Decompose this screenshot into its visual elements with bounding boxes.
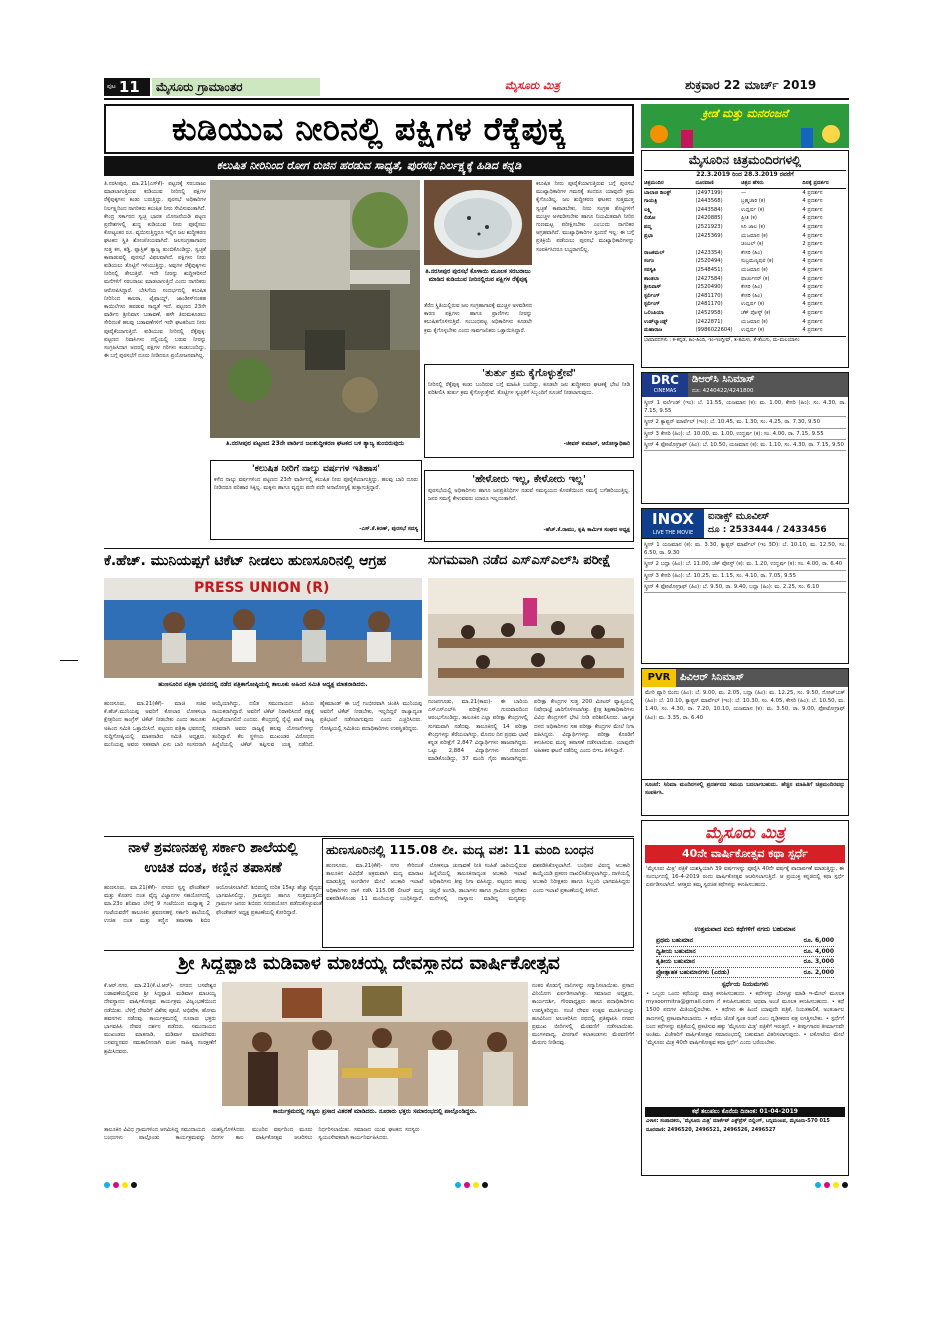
prize-label: ದ್ವಿತೀಯ ಬಹುಮಾನ [656,947,696,955]
drc-logo-sub: CINEMAS [653,388,677,394]
theatre-row [644,240,846,249]
registration-dots-right [815,1182,848,1188]
theatre-film: ಸಿನಿ ಜಾಲ (ಕ) [741,223,766,230]
theatre-shows: 4 ಪ್ರದರ್ಶನ [802,249,823,256]
hello-quote-box [424,470,634,542]
cinema-header-film: ಚಿತ್ರದ ಹೆಸರು [741,180,764,186]
theatre-phone: (2497199) [695,189,723,196]
history-quote-title: 'ಕಲುಷಿತ ನೀರಿಗೆ ನಾಲ್ಕು ವರ್ಷಗಳ ಇತಿಹಾಸ' [251,464,381,474]
theatre-shows: 4 ಪ್ರದರ್ಶನ [802,206,823,213]
inox-screen-row: ಸ್ಕ್ರೀನ್ 3 ಕೇಸರಿ (ಹಿಂ): ಬೆ. 10.25, ಮ. 1.15, ಸಂ. 4.10, ರಾ. 7.05, 9.55 [644,571,846,582]
lead-subhead: ಕಲುಷಿತ ನೀರಿನಿಂದ ರೋಗ ರುಜಿನ ಹರಡುವ ಸಾಧ್ಯತೆ, ಪುರಸಭೆ ನಿರ್ಲಕ್ಷ್ಯಕ್ಕೆ ಹಿಡಿದ ಕನ್ನಡಿ [216,159,522,172]
inox-screen-row: ಸ್ಕ್ರೀನ್ 4 ಫೋಟೋಗ್ರಾಫ್ (ಹಿಂ): ಬೆ. 9.50, ರಾ. 9.40, ಬದ್ಲಾ (ಹಿಂ): ಮ. 2.25, ಸಂ. 6.10 [644,582,846,593]
inox-box [641,508,849,664]
theatre-phone: (2425369) [695,232,723,239]
theatre-shows: 4 ಪ್ರದರ್ಶನ [802,301,823,308]
action-quote-body: ನೀರಿನಲ್ಲಿ ರೆಕ್ಕೆಪುಕ್ಕ ಕಂಡು ಬಂದಿರುವ ಬಗ್ಗೆ ಮಾಹಿತಿ ಬಂದಿದ್ದು, ಕೂಡಲೇ ಜಲ ಶುದ್ಧೀಕರಣ ಘಟಕಕ್ಕೆ ಭೇಟಿ ನೀಡಿ ಪರಿಶೀಲಿಸಿ ತುರ್ತು ಕ್ರಮ ಕೈಗೊಳ್ಳುತ್ತೇವೆ. ತೊಟ್ಟಿಗಳ ಸ್ವಚ್ಛತೆಗೆ ಸಿಬ್ಬಂದಿಗೆ ಸೂಚನೆ ನೀಡಲಾಗುವುದು. [428,382,630,397]
kh-body: ಹುಣಸೂರು, ಮಾ.21(ಕೆಕೆ)- ಮಾಜಿ ಸಚಿವ ಕೆ.ಹೆಚ್.ಮುನಿಯಪ್ಪ ಅವರಿಗೆ ಕೋಲಾರ ಲೋಕಸಭಾ ಕ್ಷೇತ್ರದಿಂದ ಕಾಂಗ್ರೆಸ್ ಟಿಕೆಟ್ ನೀಡಬೇಕು ಎಂದು ತಾಲೂಕು ಅಹಿಂದ ಸಮಿತಿ ಒತ್ತಾಯಿಸಿದೆ. ಪಟ್ಟಣದ ಪತ್ರಿಕಾ ಭವನದಲ್ಲಿ ಸುದ್ದಿಗೋಷ್ಠಿಯಲ್ಲಿ ಮಾತನಾಡಿದ ಸಮಿತಿ ಅಧ್ಯಕ್ಷರು, ಮುನಿಯಪ್ಪ ಅವರು ಸತತವಾಗಿ ಏಳು ಬಾರಿ ಸಂಸದರಾಗಿ ಆಯ್ಕೆಯಾಗಿದ್ದು, ದಲಿತ ಸಮುದಾಯದ ಹಿರಿಯ ನಾಯಕರಾಗಿದ್ದಾರೆ. ಅವರಿಗೆ ಟಿಕೆಟ್ ನಿರಾಕರಿಸಿದರೆ ಪಕ್ಷಕ್ಕೆ ಹಿನ್ನಡೆಯಾಗಲಿದೆ ಎಂದರು. ಕೇಂದ್ರದಲ್ಲಿ ರೈಲ್ವೆ ಖಾತೆ ರಾಜ್ಯ ಸಚಿವರಾಗಿ ಅವರು ರಾಜ್ಯಕ್ಕೆ ಹಲವು ಯೋಜನೆಗಳನ್ನು ತಂದಿದ್ದಾರೆ. ಕೆಲ ಸ್ಥಳೀಯ ಮುಖಂಡರ ವಿರೋಧದ ಹಿನ್ನೆಲೆಯಲ್ಲಿ ಟಿಕೆಟ್ ತಪ್ಪಿಸುವ ಯತ್ನ ನಡೆದಿದೆ. ಹೈಕಮಾಂಡ್ ಈ ಬಗ್ಗೆ ಗಂಭೀರವಾಗಿ ಚಿಂತಿಸಿ ಮುನಿಯಪ್ಪ ಅವರಿಗೆ ಟಿಕೆಟ್ ನೀಡಬೇಕು, ಇಲ್ಲದಿದ್ದರೆ ರಾಜ್ಯಾದ್ಯಂತ ಪ್ರತಿಭಟನೆ ನಡೆಸಲಾಗುವುದು ಎಂದು ಎಚ್ಚರಿಸಿದರು. ಗೋಷ್ಠಿಯಲ್ಲಿ ಸಮಿತಿಯ ಪದಾಧಿಕಾರಿಗಳು ಉಪಸ್ಥಿತರಿದ್ದರು. [104,701,422,749]
theatre-shows: 4 ಪ್ರದರ್ಶನ [802,198,823,205]
temple-body-right: ನಂತರ ಕೊಡುಗೈ ದಾನಿಗಳನ್ನು ಸನ್ಮಾನಿಸಲಾಯಿತು. ಪ್ರಸಾದ ವಿನಿಯೋಗ ಏರ್ಪಡಿಸಲಾಗಿತ್ತು. ಸಮಾಜದ ಅಧ್ಯಕ್ಷರು, ಕಾರ್ಯದರ್ಶಿ, ಗೌರವಾಧ್ಯಕ್ಷರು ಹಾಗೂ ಪದಾಧಿಕಾರಿಗಳು ಉಪಸ್ಥಿತರಿದ್ದರು. ಸಂಜೆ ದೇವರ ಉತ್ಸವ ಮೂರ್ತಿಯನ್ನು ಹೂವಿನಿಂದ ಅಲಂಕರಿಸಿದ ರಥದಲ್ಲಿ ಪ್ರತಿಷ್ಠಾಪಿಸಿ ನಗರದ ಪ್ರಮುಖ ಬೀದಿಗಳಲ್ಲಿ ಮೆರವಣಿಗೆ ನಡೆಸಲಾಯಿತು. ಮಂಗಳವಾದ್ಯ, ವೀರಗಾಸೆ ಕಲಾತಂಡಗಳು ಮೆರವಣಿಗೆಗೆ ಮೆರುಗು ನೀಡಿದವು. [532,983,634,1047]
drainage-photo-caption: ತಿ.ನರಸೀಪುರ ಪಟ್ಟಣದ 23ನೇ ವಾರ್ಡಿನ ಜಲಶುದ್ಧೀಕರಣ ಘಟಕದ ಬಳಿ ತ್ಯಾಜ್ಯ ತುಂಬಿರುವುದು [225,440,404,447]
inox-phone: ದೂ : 2533444 / 2433456 [708,525,827,535]
theatre-name: ಲಿಡೋ [644,215,656,222]
hello-quote-sign: -ಹೆಚ್.ಕೆ.ರಾಮು, ಕೃಷಿ ಕಾರ್ಮಿಕ ಸಂಘದ ಅಧ್ಯಕ್ಷ [543,527,630,533]
paper-name: ಮೈಸೂರು ಮಿತ್ರ [505,79,560,92]
kh-headline: ಕೆ.ಹೆಚ್. ಮುನಿಯಪ್ಪಗೆ ಟಿಕೆಟ್ ನೀಡಲು ಹುಣಸೂರಿನಲ್ಲಿ ಆಗ್ರಹ [104,553,387,569]
theatre-phone: (2452958) [695,309,723,316]
theatre-row [644,214,846,223]
cinema-language-note: ಭಾಷಾಪದಗಳು : ಕ-ಕನ್ನಡ, ಹಿಂ-ಹಿಂದಿ, ಇಂ-ಇಂಗ್ಲೀಷ್, ತ-ತಮಿಳು, ತೆ-ತೆಲುಗು, ಮ-ಮಲಯಾಳಂ [644,336,846,345]
rules-title: ಸ್ಪರ್ಧೆಯ ನಿಯಮಗಳು [721,980,769,988]
prize-row [656,936,834,947]
prize-label: ಪ್ರೋತ್ಸಾಹಕ ಬಹುಮಾನಗಳು (ಎರಡು) [656,968,730,976]
drc-logo-text: DRC [650,373,679,387]
pvr-note: ಸೂಚನೆ: ಸಿನಿಮಾ ಮಂದಿರಗಳಲ್ಲಿ ಪ್ರದರ್ಶನದ ಸಮಯ ಬದಲಾಗಬಹುದು. ಹೆಚ್ಚಿನ ಮಾಹಿತಿಗೆ ಚಿತ್ರಮಂದಿರವನ್ನು ಸಂಪರ್ಕಿಸಿ. [642,779,848,811]
liquor-headline: ಹುಣಸೂರಿನಲ್ಲಿ 115.08 ಲೀ. ಮದ್ಯ ವಶ: 11 ಮಂದಿ ಬಂಧನ [326,842,594,857]
prize-row [656,968,834,979]
theatre-phone: (2423354) [695,249,723,256]
theatre-film: ಉದ್ಘರ್ಷ (ಕ) [741,206,765,213]
sslc-exam-photo [428,578,634,696]
contest-intro: 'ಮೈಸೂರು ಮಿತ್ರ' ಪತ್ರಿಕೆ ಯಶಸ್ವಿಯಾಗಿ 39 ವರ್ಷಗಳನ್ನು ಪೂರೈಸಿ 40ನೇ ವರ್ಷಕ್ಕೆ ಪಾದಾರ್ಪಣೆ ಮಾಡುತ್ತಿದ್ದು, ಈ ಸಂದರ್ಭದಲ್ಲಿ 16-4-2019 ರಂದು ವಾರ್ಷಿಕೋತ್ಸವ ಆಚರಿಸಲಾಗುತ್ತಿದೆ. ಆ ಪ್ರಯುಕ್ತ ಕನ್ನಡದಲ್ಲಿ ಕಥಾ ಸ್ಪರ್ಧೆ ಏರ್ಪಡಿಸಲಾಗಿದೆ. ಆಸಕ್ತರು ತಮ್ಮ ಸ್ವರಚಿತ ಕಥೆಗಳನ್ನು ಕಳುಹಿಸಬಹುದು. [646,866,844,889]
prize-label: ಪ್ರಥಮ ಬಹುಮಾನ [656,937,694,944]
theatre-name: ಪದ್ಮ [644,223,652,230]
pvr-box [641,668,849,816]
theatre-list [644,189,846,335]
inox-header [642,509,848,539]
cinema-header-row [644,179,846,189]
theatre-shows: 4 ಪ್ರದರ್ಶನ [802,223,823,230]
temple-photo-caption: ಕಾರ್ಯಕ್ರಮದಲ್ಲಿ ಗಣ್ಯರು ಪ್ರಸಾದ ವಿತರಣೆ ಮಾಡಿದರು. ನೂರಾರು ಭಕ್ತರು ಸಮಾರಂಭದಲ್ಲಿ ಪಾಲ್ಗೊಂಡಿದ್ದರು. [272,1108,478,1115]
drc-screen-list [642,397,848,452]
water-bowl-image [424,180,532,265]
theatre-row [644,206,846,215]
theatre-film: ಬ್ರಹ್ಮಚಾರಿ (ಕ) [741,198,766,205]
theatre-shows: 4 ಪ್ರದರ್ಶನ [802,309,823,316]
temple-body-bottom: ತಾಲೂಕಿನ ವಿವಿಧ ಗ್ರಾಮಗಳಿಂದ ಆಗಮಿಸಿದ್ದ ಸಮುದಾಯದ ಬಂಧುಗಳು ಪಾಲ್ಗೊಂಡು ಕಾರ್ಯಕ್ರಮವನ್ನು ಯಶಸ್ವಿಗೊಳಿಸಿದರು. ಮುಂದಿನ ವರ್ಷದಿಂದ ಮೂರು ದಿನಗಳ ಕಾಲ ವಾರ್ಷಿಕೋತ್ಸವ ಆಚರಿಸಲು ನಿರ್ಧರಿಸಲಾಯಿತು. ಸಮಾಜದ ಯುವ ಘಟಕದ ಸದಸ್ಯರು ಸ್ವಯಂಸೇವಕರಾಗಿ ಕಾರ್ಯನಿರ್ವಹಿಸಿದರು. [104,1127,420,1142]
pvr-header [642,669,848,687]
drc-screen-row: ಸ್ಕ್ರೀನ್ 3 ಕೇಸರಿ (ಹಿಂ): ಬೆ. 10.00, ಮ. 1.00, ಉದ್ಘರ್ಷ (ಕ): ಸಂ. 4.00, ರಾ. 7.15, 9.55 [644,429,846,440]
kh-banner-text: PRESS UNION (R) [194,580,330,596]
prize-amount: ರೂ. 3,000 [803,958,834,965]
theatre-name: ಒಲಿಂಪಿಯಾ [644,309,664,316]
theatre-row [644,197,846,206]
drc-title-bar [688,373,848,397]
school-headline-line1: ನಾಳೆ ಶ್ರವಣನಹಳ್ಳಿ ಸರ್ಕಾರಿ ಶಾಲೆಯಲ್ಲಿ [128,840,298,856]
theatre-shows: 4 ಪ್ರದರ್ಶನ [802,292,823,299]
mid-rule [104,836,634,837]
theatre-row [644,283,846,292]
water-bowl-photo [424,180,532,265]
theatre-film: — [741,189,747,196]
inox-title: ಐನಾಕ್ಸ್ ಮೂವೀಸ್ [708,511,770,522]
cinema-header-theatre: ಚಿತ್ರಮಂದಿರ [644,180,664,186]
theatre-row [644,266,846,275]
theatre-phone: (2521923) [695,223,723,230]
masthead-rule [104,98,849,100]
sports-banner-title: ಕ್ರೀಡೆ ಮತ್ತು ಮನರಂಜನೆ [702,107,788,120]
theatre-phone: (2481170) [695,292,723,299]
history-quote-box [210,460,422,540]
temple-photo-image [222,982,528,1106]
kh-photo-caption: ಹುಣಸೂರಿನ ಪತ್ರಿಕಾ ಭವನದಲ್ಲಿ ನಡೆದ ಪತ್ರಿಕಾಗೋಷ್ಠಿಯಲ್ಲಿ ತಾಲೂಕು ಅಹಿಂದ ಸಮಿತಿ ಅಧ್ಯಕ್ಷ ಮಾತನಾಡಿದರು. [158,681,368,688]
cinema-listing-box [641,150,849,368]
theatre-shows: 4 ಪ್ರದರ್ಶನ [802,258,823,265]
contest-phones: ದೂರವಾಣಿ: 2496520, 2496521, 2496526, 2496527 [646,1126,776,1133]
contest-logo: ಮೈಸೂರು ಮಿತ್ರ [705,823,785,842]
page-tag-label: ಪುಟ [107,83,116,90]
theatre-phone: (2548451) [695,266,723,273]
theatre-name: ಸಂಗಂ [644,258,655,265]
hello-quote-body: ಪುರಸಭೆಯಲ್ಲಿ ಅಧಿಕಾರಿಗಳು ಹಾಗೂ ಜನಪ್ರತಿನಿಧಿಗಳ ನಡುವೆ ಸಮನ್ವಯದ ಕೊರತೆಯಿಂದ ಸಮಸ್ಯೆ ಬಗೆಹರಿಯುತ್ತಿಲ್ಲ. ಜನರ ಸಮಸ್ಯೆ ಕೇಳುವವರು ಯಾರೂ ಇಲ್ಲದಂತಾಗಿದೆ. [428,488,630,503]
theatre-film: ಉದ್ಘರ್ಷ (ಕ) [741,327,765,334]
lead-body-col1: ತಿ.ನರಸೀಪುರ, ಮಾ.21(ಎಸ್‌ಕೆ)- ಪಟ್ಟಣಕ್ಕೆ ಸರಬರಾಜು ಮಾಡಲಾಗುತ್ತಿರುವ ಕುಡಿಯುವ ನೀರಿನಲ್ಲಿ ಪಕ್ಷಿಗಳ ರೆಕ್ಕೆಪುಕ್ಕಗಳು ಕಂಡು ಬರುತ್ತಿದ್ದು, ಪುರಸಭೆ ಅಧಿಕಾರಿಗಳ ನಿರ್ಲಕ್ಷ್ಯದಿಂದ ನಾಗರಿಕರು ಕಲುಷಿತ ನೀರು ಸೇವಿಸುವಂತಾಗಿದೆ. ಕೇಂದ್ರ ಸರ್ಕಾರದ ಸ್ವಚ್ಛ ಭಾರತ ಯೋಜನೆಯಡಿ ಪಟ್ಟಣ ಪ್ರದೇಶಗಳಲ್ಲಿ ಶುದ್ಧ ಕುಡಿಯುವ ನೀರು ಪೂರೈಸಲು ಕೋಟ್ಯಂತರ ರೂ. ವ್ಯಯಿಸುತ್ತಿದ್ದರೂ ಇಲ್ಲಿನ ಜಲ ಶುದ್ಧೀಕರಣ ಘಟಕದ ಸ್ಥಿತಿ ಶೋಚನೀಯವಾಗಿದೆ. ಜಲಸಂಗ್ರಹಾಗಾರದ ಸುತ್ತ ಕಸ, ಕಡ್ಡಿ, ಪ್ಲಾಸ್ಟಿಕ್ ತ್ಯಾಜ್ಯ ತುಂಬಿಕೊಂಡಿದ್ದು, ಸ್ವಚ್ಛತೆ ಕಾಪಾಡುವಲ್ಲಿ ಪುರಸಭೆ ವಿಫಲವಾಗಿದೆ. ಪಕ್ಷಿಗಳು ನೀರು ಕುಡಿಯಲು ತೊಟ್ಟಿಗೆ ಇಳಿಯುತ್ತಿದ್ದು, ಅವುಗಳ ರೆಕ್ಕೆಪುಕ್ಕಗಳು ನೀರಿನಲ್ಲಿ ತೇಲುತ್ತಿವೆ. ಇದೇ ನೀರನ್ನು ಶುದ್ಧೀಕರಿಸದೆ ಮನೆಗಳಿಗೆ ಸರಬರಾಜು ಮಾಡಲಾಗುತ್ತಿದೆ ಎಂದು ನಾಗರಿಕರು ಆರೋಪಿಸಿದ್ದಾರೆ. ಬೇಸಿಗೆಯ ಸಂದರ್ಭದಲ್ಲಿ ಕಲುಷಿತ ನೀರಿನಿಂದ ಕಾಲರಾ, ಟೈಫಾಯ್ಡ್, ಜಾಂಡೀಸ್‌ನಂತಹ ಕಾಯಿಲೆಗಳು ಹರಡುವ ಸಾಧ್ಯತೆ ಇದೆ. ಪಟ್ಟಣದ 23ನೇ ವಾರ್ಡಿನ ಶ್ರೀನಿವಾಸ ಬಡಾವಣೆ, ಹಳೇ ತಿರುಮಕೂಡಲು ಸೇರಿದಂತೆ ಹಲವು ಬಡಾವಣೆಗಳಿಗೆ ಇದೇ ಘಟಕದಿಂದ ನೀರು ಪೂರೈಕೆಯಾಗುತ್ತಿದೆ. ಕುಡಿಯುವ ನೀರಿನಲ್ಲಿ ರೆಕ್ಕೆಪುಕ್ಕ: ಪಟ್ಟಣದ ನಿವಾಸಿಗಳು ನಲ್ಲಿಯಲ್ಲಿ ಬರುವ ನೀರನ್ನು ಸಂಗ್ರಹಿಸಿದಾಗ ಅದರಲ್ಲಿ ಪಕ್ಷಿಗಳ ಗರಿಗಳು ಕಂಡುಬಂದಿದ್ದು, ಈ ಬಗ್ಗೆ ಪುರಸಭೆಗೆ ದೂರು ನೀಡಿದರೂ ಪ್ರಯೋಜನವಾಗಿಲ್ಲ. [104,181,206,360]
inox-screen-list [642,539,848,594]
temple-headline: ಶ್ರೀ ಸಿದ್ದಪ್ಪಾಜಿ ಮಡಿವಾಳ ಮಾಚಯ್ಯ ದೇವಸ್ಥಾನದ ವಾರ್ಷಿಕೋತ್ಸವ [178,953,560,974]
theatre-shows: 4 ಪ್ರದರ್ಶನ [802,215,823,222]
registration-dots-center [455,1182,488,1188]
theatre-phone: (2520494) [695,258,723,265]
pvr-logo: PVR [642,669,676,687]
water-bowl-caption: ತಿ.ನರಸೀಪುರ ಪುರಸಭೆ ಕೊಳಾಯಿ ಮೂಲಕ ಸರಬರಾಜು ಮಾಡಿದ ಕುಡಿಯುವ ನೀರಿನಲ್ಲಿರುವ ಪಕ್ಷಿಗಳ ರೆಕ್ಕೆಪುಕ್ಕ [425,268,531,283]
inox-screen-row: ಸ್ಕ್ರೀನ್ 1 ಯಜಮಾನ (ಕ): ಮ. 3.30, ಕ್ಯಾಪ್ಟನ್ ಮಾರ್ವೆಲ್ (ಇಂ 3D): ಬೆ. 10.10, ಮ. 12.50, ಸಂ. 6.50, ರಾ. 9.30 [644,540,846,559]
section-label [152,78,320,96]
drc-phone: ದೂ: 4240422/4241800 [692,388,754,394]
theatre-film: ಪ್ರೀತಿ (ಕ) [741,215,757,222]
theatre-film: ಯಜಮಾನ (ಕ) [741,318,768,325]
sports-banner [641,104,849,148]
lead-bottom-rule [104,548,634,549]
inox-screen-row: ಸ್ಕ್ರೀನ್ 2 ಬದ್ಲಾ (ಹಿಂ): ಬೆ. 11.00, ಚೆಕ್ ಪೋಸ್ಟ್ (ಕ): ಮ. 1.20, ಉದ್ಘರ್ಷ (ಕ): ಸಂ. 4.00, ರಾ. 6.40 [644,559,846,570]
liquor-story-box [322,838,634,948]
theatre-phone: (2427584) [695,275,723,282]
theatre-name: ಸರಸ್ವತಿ [644,266,656,273]
school-body: ಹುಣಸೂರು, ಮಾ.21(ಕೆಕೆ)- ನಗರದ ಸ್ವಸ್ಥ ಫೌಂಡೇಶನ್ ಮತ್ತು ಕೊಡಗು ದಂತ ವೈದ್ಯ ವಿಜ್ಞಾನಗಳ ಸಹಯೋಗದಲ್ಲಿ ಮಾ.23ರ ಶನಿವಾರ ಬೆಳಿಗ್ಗೆ 9 ಗಂಟೆಯಿಂದ ಮಧ್ಯಾಹ್ನ 2 ಗಂಟೆಯವರೆಗೆ ತಾಲೂಕಿನ ಶ್ರವಣನಹಳ್ಳಿ ಸರ್ಕಾರಿ ಶಾಲೆಯಲ್ಲಿ ಉಚಿತ ದಂತ ಮತ್ತು ಕಣ್ಣಿನ ತಪಾಸಣಾ ಶಿಬಿರ ಆಯೋಜಿಸಲಾಗಿದೆ. ಶಿಬಿರದಲ್ಲಿ ನುರಿತ 15ಕ್ಕೂ ಹೆಚ್ಚು ವೈದ್ಯರು ಭಾಗವಹಿಸಲಿದ್ದು, ಗ್ರಾಮಸ್ಥರು ಹಾಗೂ ಸುತ್ತಮುತ್ತಲಿನ ಗ್ರಾಮಗಳ ಜನರು ಶಿಬಿರದ ಸದುಪಯೋಗ ಪಡೆದುಕೊಳ್ಳುವಂತೆ ಫೌಂಡೇಶನ್ ಅಧ್ಯಕ್ಷ ಪ್ರಕಟಣೆಯಲ್ಲಿ ಕೋರಿದ್ದಾರೆ. [104,885,322,924]
issue-date: ಶುಕ್ರವಾರ 22 ಮಾರ್ಚ್ 2019 [685,78,817,92]
inox-title-area [704,509,848,538]
theatre-film: ಚಂಬಲ್ (ಕ) [741,241,764,248]
theatre-phone: (2443584) [695,206,723,213]
theatre-row [644,223,846,232]
prize-row [656,957,834,968]
theatre-phone: (2443568) [695,198,723,205]
theatre-film: ಫಾರ್ಚುನರ್ (ಕ) [741,275,770,282]
drc-header [642,373,848,397]
theatre-shows: 4 ಪ್ರದರ್ಶನ [802,318,823,325]
theatre-name: ಸ್ಟರ್ಲಿಂಗ್ [644,292,660,299]
theatre-name [644,240,695,249]
theatre-film: ಉದ್ಘರ್ಷ (ಕ) [741,301,765,308]
theatre-name: ಪ್ರಭಾ [644,232,653,239]
history-quote-sign: -ಎಸ್.ಕೆ.ಕಿರಣ್, ಪುರಸಭೆ ಸದಸ್ಯ [359,526,418,532]
theatre-name: ಶಾಂತಲಾ [644,275,659,282]
cinema-header-shows: ದಿನಕ್ಕೆ ಪ್ರದರ್ಶನ [802,180,829,186]
theatre-film: ಚೆಕ್ ಪೋಸ್ಟ್ (ಕ) [741,309,771,316]
theatre-row [644,249,846,258]
theatre-name: ಮಹಾರಾಜ [644,327,663,334]
theatre-phone [695,240,741,249]
page-number: 11 [118,78,140,96]
crop-mark [60,660,78,661]
drainage-photo-image [210,180,420,438]
cinema-title: ಮೈಸೂರಿನ ಚಿತ್ರಮಂದಿರಗಳಲ್ಲಿ [644,153,846,171]
section-title: ಮೈಸೂರು ಗ್ರಾಮಾಂತರ [156,79,243,94]
prize-label: ತೃತೀಯ ಬಹುಮಾನ [656,958,695,965]
theatre-row [644,326,846,335]
action-quote-title: 'ತುರ್ತು ಕ್ರಮ ಕೈಗೊಳ್ಳುತ್ತೇವೆ' [482,368,576,379]
drc-screen-row: ಸ್ಕ್ರೀನ್ 4 ಫೋಟೋಗ್ರಾಫ್ (ಹಿಂ): ಬೆ. 10.50, ಯಜಮಾನ (ಕ): ಮ. 1.10, ಸಂ. 4.30, ರಾ. 7.15, 9.50 [644,440,846,451]
theatre-film: ಕೇಸರಿ (ಹಿಂ) [741,292,763,299]
page-tag-box [104,78,150,96]
cinema-dates: 22.3.2019 ರಿಂದ 28.3.2019 ರವರೆಗೆ [696,171,794,178]
lead-body-col3: ತೆರೆದ ಸ್ಥಿತಿಯಲ್ಲಿರುವ ಜಲ ಸಂಗ್ರಹಾಗಾರಕ್ಕೆ ಮುಚ್ಚಳ ಅಳವಡಿಸದ ಕಾರಣ ಪಕ್ಷಿಗಳು ಹಾಗೂ ಪ್ರಾಣಿಗಳು ನೀರನ್ನು ಕಲುಷಿತಗೊಳಿಸುತ್ತಿವೆ. ಸಂಬಂಧಪಟ್ಟ ಅಧಿಕಾರಿಗಳು ಕೂಡಲೇ ಕ್ರಮ ಕೈಗೊಳ್ಳಬೇಕು ಎಂದು ಸಾರ್ವಜನಿಕರು ಒತ್ತಾಯಿಸಿದ್ದಾರೆ. [424,303,532,334]
theatre-row [644,189,846,198]
school-headline-line2: ಉಚಿತ ದಂತ, ಕಣ್ಣಿನ ತಪಾಸಣೆ [144,860,282,876]
prize-list [656,936,834,978]
lead-body-col4: ಕಲುಷಿತ ನೀರು ಪೂರೈಕೆಯಾಗುತ್ತಿರುವ ಬಗ್ಗೆ ಪುರಸಭೆ ಮುಖ್ಯಾಧಿಕಾರಿಗಳ ಗಮನಕ್ಕೆ ತಂದರೂ ಯಾವುದೇ ಕ್ರಮ ಕೈಗೊಂಡಿಲ್ಲ. ಜಲ ಶುದ್ಧೀಕರಣ ಘಟಕದ ಸುತ್ತಮುತ್ತ ಸ್ವಚ್ಛತೆ ಕಾಪಾಡಬೇಕು, ನೀರು ಸಂಗ್ರಹ ತೊಟ್ಟಿಗಳಿಗೆ ಮುಚ್ಚಳ ಅಳವಡಿಸಬೇಕು ಹಾಗೂ ನಿಯಮಿತವಾಗಿ ನೀರಿನ ಗುಣಮಟ್ಟ ಪರೀಕ್ಷಿಸಬೇಕು ಎಂಬುದು ನಾಗರಿಕರ ಆಗ್ರಹವಾಗಿದೆ. ಮುಖ್ಯಾಧಿಕಾರಿಗಳ ಸ್ಪಂದನೆ ಇಲ್ಲ: ಈ ಬಗ್ಗೆ ಪ್ರತಿಕ್ರಿಯೆ ಪಡೆಯಲು ಪುರಸಭೆ ಮುಖ್ಯಾಧಿಕಾರಿಗಳನ್ನು ಸಂಪರ್ಕಿಸಿದರೂ ಲಭ್ಯರಾಗಲಿಲ್ಲ. [536,181,634,253]
theatre-name: ಶ್ರೀನಿವಾಸ್ [644,284,662,291]
inox-logo [642,509,704,538]
theatre-row [644,232,846,241]
prize-amount: ರೂ. 2,000 [803,968,834,976]
theatre-shows: 4 ಪ್ರದರ್ಶನ [802,275,823,282]
inox-logo-text: INOX [652,510,694,528]
drainage-photo [210,180,420,438]
contest-title: 40ನೇ ವಾರ್ಷಿಕೋತ್ಸವ ಕಥಾ ಸ್ಪರ್ಧೆ [645,845,845,863]
pvr-title: ಪಿವಿಆರ್ ಸಿನಿಮಾಸ್ [680,672,744,683]
hello-quote-title: 'ಹೇಳೋರು ಇಲ್ಲ, ಕೇಳೋರು ಇಲ್ಲ' [472,474,586,485]
prize-title: ಉತ್ತಮವಾದ ಐದು ಕಥೆಗಳಿಗೆ ನಗದು ಬಹುಮಾನ [694,925,796,933]
kh-press-photo [104,578,422,678]
theatre-shows: 4 ಪ್ರದರ್ಶನ [802,284,823,291]
registration-dots-left [104,1182,137,1188]
pvr-showtimes: ಮೇರಿ ಪ್ಯಾರಿ ಬಿಂದು (ಹಿಂ): ಬೆ. 9.00, ಮ. 2.05, ಬದ್ಲಾ (ಹಿಂ): ಮ. 12.25, ಸಂ. 9.50, ನೋಟ್‌ಬುಕ್ (ಹಿಂ): ಬೆ. 10.10, ಕ್ಯಾಪ್ಟನ್ ಮಾರ್ವೆಲ್ (ಇಂ): ಬೆ. 10.30, ಸಂ. 4.05, ಕೇಸರಿ (ಹಿಂ): ಬೆ. 10.50, ಮ. 1.40, ಸಂ. 4.30, ರಾ. 7.20, 10.10, ಯಜಮಾನ (ಕ): ಮ. 3.50, ರಾ. 9.00, ಫೋಟೋಗ್ರಾಫ್ (ಹಿಂ): ಮ. 3.35, ರಾ. 6.40 [645,690,845,721]
drc-box [641,372,849,504]
theatre-phone: (2520490) [695,284,723,291]
inox-logo-sub: LIVE THE MOVIE [652,530,694,536]
history-quote-body: ಕಳೆದ ನಾಲ್ಕು ವರ್ಷಗಳಿಂದ ಪಟ್ಟಣದ 23ನೇ ವಾರ್ಡಿನಲ್ಲಿ ಕಲುಷಿತ ನೀರು ಪೂರೈಕೆಯಾಗುತ್ತಿದ್ದು, ಹಲವು ಬಾರಿ ದೂರು ನೀಡಿದರೂ ಪರಿಹಾರ ಸಿಕ್ಕಿಲ್ಲ. ಮಕ್ಕಳು ಹಾಗೂ ವೃದ್ಧರು ಪದೇ ಪದೇ ಅನಾರೋಗ್ಯಕ್ಕೆ ತುತ್ತಾಗುತ್ತಿದ್ದಾರೆ. [214,477,418,492]
prize-amount: ರೂ. 6,000 [803,937,834,944]
theatre-shows: 4 ಪ್ರದರ್ಶನ [802,327,823,334]
theatre-row [644,257,846,266]
theatre-name: ಸ್ಟರ್ಲಿಂಗ್ [644,301,660,308]
theatre-name: ಬಾಲಾಜಿ ಡಿಲಕ್ಸ್ [644,189,672,196]
lead-headline-box [104,104,634,154]
prize-row [656,947,834,958]
theatre-film: ಕೇಸರಿ (ಹಿಂ) [741,284,763,291]
liquor-body: ಹುಣಸೂರು, ಮಾ.21(ಕೆಕೆ)- ನಗರ ಸೇರಿದಂತೆ ತಾಲೂಕಿನ ವಿವಿಧೆಡೆ ಅಕ್ರಮವಾಗಿ ಮದ್ಯ ಮಾರಾಟ ಮಾಡುತ್ತಿದ್ದ ಅಂಗಡಿಗಳ ಮೇಲೆ ಅಬಕಾರಿ ಇಲಾಖೆ ಅಧಿಕಾರಿಗಳು ದಾಳಿ ನಡೆಸಿ 115.08 ಲೀಟರ್ ಮದ್ಯ ವಶಪಡಿಸಿಕೊಂಡು 11 ಮಂದಿಯನ್ನು ಬಂಧಿಸಿದ್ದಾರೆ. ಲೋಕಸಭಾ ಚುನಾವಣೆ ನೀತಿ ಸಂಹಿತೆ ಜಾರಿಯಲ್ಲಿರುವ ಹಿನ್ನೆಲೆಯಲ್ಲಿ ತಾಲೂಕಿನಾದ್ಯಂತ ಅಬಕಾರಿ ಇಲಾಖೆ ಅಧಿಕಾರಿಗಳು ತೀವ್ರ ನಿಗಾ ವಹಿಸಿದ್ದು, ಪಟ್ಟಣದ ಹಲವು ಚಿಲ್ಲರೆ ಅಂಗಡಿ, ಡಾಬಾಗಳು ಹಾಗೂ ಗ್ರಾಮೀಣ ಪ್ರದೇಶದ ಮನೆಗಳಲ್ಲಿ ದಾಸ್ತಾನು ಮಾಡಿದ್ದ ಮದ್ಯವನ್ನು ವಶಪಡಿಸಿಕೊಳ್ಳಲಾಗಿದೆ. ಬಂಧಿತರ ವಿರುದ್ಧ ಅಬಕಾರಿ ಕಾಯ್ದೆಯಡಿ ಪ್ರಕರಣ ದಾಖಲಿಸಿಕೊಳ್ಳಲಾಗಿದ್ದು, ದಾಳಿಯಲ್ಲಿ ಅಬಕಾರಿ ನಿರೀಕ್ಷಕರು ಹಾಗೂ ಸಿಬ್ಬಂದಿ ಭಾಗವಹಿಸಿದ್ದರು ಎಂದು ಇಲಾಖೆ ಪ್ರಕಟಣೆಯಲ್ಲಿ ತಿಳಿಸಿದೆ. [326,863,630,902]
theatre-row [644,292,846,301]
theatre-shows: 2 ಪ್ರದರ್ಶನ [802,241,823,248]
theatre-shows: 4 ಪ್ರದರ್ಶನ [802,266,823,273]
deadline: ಕಥೆ ತಲುಪಲು ಕೊನೆಯ ದಿನಾಂಕ: 01-04-2019 [645,1107,845,1117]
contest-address: ವಿಳಾಸ: ಸಂಪಾದಕರು, 'ಮೈಸೂರು ಮಿತ್ರ' ಮಾರ್ಕೆಟ್ ಎಕ್ಸ್‌ಪ್ರೆಸ್ ಬಿಲ್ಡಿಂಗ್, ಬನ್ನಿಮಂಟಪ, ಮೈಸೂರು-570 015 [646,1118,830,1124]
theatre-shows: 4 ಪ್ರದರ್ಶನ [802,189,823,196]
theatre-film: ಯಜಮಾನ (ಕ) [741,266,768,273]
theatre-shows: 4 ಪ್ರದರ್ಶನ [802,232,823,239]
theatre-name: ಉಡ್‌ಲ್ಯಾಂಡ್ಸ್ [644,318,668,325]
theatre-row [644,300,846,309]
lead-headline: ಕುಡಿಯುವ ನೀರಿನಲ್ಲಿ ಪಕ್ಷಿಗಳ ರೆಕ್ಕೆಪುಕ್ಕ [171,109,567,148]
theatre-film: ಯಜಮಾನ (ಕ) [741,232,768,239]
theatre-film: ಸುಬ್ರಮಣ್ಯಪುರ (ಕ) [741,258,774,265]
theatre-name: ರಾಜಕಮಲ್ [644,249,665,256]
lead-subhead-bar [104,156,634,176]
theatre-row [644,309,846,318]
sslc-body: ನಂಜನಗೂಡು, ಮಾ.21(ಕಾರು)- ಈ ಬಾರಿಯ ಎಸ್‌ಎಸ್‌ಎಲ್‌ಸಿ ಪರೀಕ್ಷೆಗಳು ಗುರುವಾರದಿಂದ ಆರಂಭಗೊಂಡಿದ್ದು, ತಾಲೂಕಿನ ಎಲ್ಲಾ ಪರೀಕ್ಷಾ ಕೇಂದ್ರಗಳಲ್ಲಿ ಸುಗಮವಾಗಿ ನಡೆದವು. ತಾಲೂಕಿನಲ್ಲಿ 14 ಪರೀಕ್ಷಾ ಕೇಂದ್ರಗಳನ್ನು ತೆರೆಯಲಾಗಿದ್ದು, ಮೊದಲ ದಿನ ಪ್ರಥಮ ಭಾಷೆ ಕನ್ನಡ ಪರೀಕ್ಷೆಗೆ 2,847 ವಿದ್ಯಾರ್ಥಿಗಳು ಹಾಜರಾಗಿದ್ದರು. ಒಟ್ಟು 2,884 ವಿದ್ಯಾರ್ಥಿಗಳು ನೋಂದಣಿ ಮಾಡಿಕೊಂಡಿದ್ದು, 37 ಮಂದಿ ಗೈರು ಹಾಜರಾಗಿದ್ದರು. ಪರೀಕ್ಷಾ ಕೇಂದ್ರಗಳ ಸುತ್ತ 200 ಮೀಟರ್ ವ್ಯಾಪ್ತಿಯಲ್ಲಿ ನಿಷೇಧಾಜ್ಞೆ ಜಾರಿಗೊಳಿಸಲಾಗಿತ್ತು. ಕ್ಷೇತ್ರ ಶಿಕ್ಷಣಾಧಿಕಾರಿಗಳು ವಿವಿಧ ಕೇಂದ್ರಗಳಿಗೆ ಭೇಟಿ ನೀಡಿ ಪರಿಶೀಲಿಸಿದರು. ಜಾಗೃತ ದಳದ ಅಧಿಕಾರಿಗಳು ಸಹ ಪರೀಕ್ಷಾ ಕೇಂದ್ರಗಳ ಮೇಲೆ ನಿಗಾ ವಹಿಸಿದ್ದರು. ವಿದ್ಯಾರ್ಥಿಗಳನ್ನು ಪರೀಕ್ಷಾ ಕೊಠಡಿಗೆ ಕಳುಹಿಸುವ ಮುನ್ನ ತಪಾಸಣೆ ನಡೆಸಲಾಯಿತು. ಯಾವುದೇ ಅಹಿತಕರ ಘಟನೆ ನಡೆದಿಲ್ಲ ಎಂದು ಬಿಇಒ ತಿಳಿಸಿದ್ದಾರೆ. [428,699,634,763]
theatre-name: ಗಾಯತ್ರಿ [644,198,658,205]
theatre-name: ಲಕ್ಷ್ಮಿ [644,206,652,213]
theatre-film: ಕೇಸರಿ (ಹಿಂ) [741,249,763,256]
sslc-headline: ಸುಗಮವಾಗಿ ನಡೆದ ಎಸ್‌ಎಸ್‌ಎಲ್‌ಸಿ ಪರೀಕ್ಷೆ [428,553,611,568]
cinema-header-phone: ದೂರವಾಣಿ [695,180,714,186]
drc-logo [642,373,688,397]
temple-top-rule [104,950,634,951]
theatre-phone: (2481170) [695,301,723,308]
story-contest-box [641,820,849,1176]
theatre-phone: (9986022604) [695,327,733,334]
drc-screen-row: ಸ್ಕ್ರೀನ್ 2 ಕ್ಯಾಪ್ಟನ್ ಮಾರ್ವೆಲ್ (ಇಂ): ಬೆ. 10.45, ಮ. 1.30, ಸಂ. 4.25, ರಾ. 7.30, 9.50 [644,417,846,428]
theatre-row [644,318,846,327]
theatre-phone: (2420885) [695,215,723,222]
rules-text: • ಒಬ್ಬರು ಒಂದು ಕಥೆಯನ್ನು ಮಾತ್ರ ಕಳುಹಿಸಬಹುದು. • ಕಥೆಗಳನ್ನು ಬೆರಳಚ್ಚು ಮಾಡಿ ಇ-ಮೇಲ್ ಮೂಲಕ mysoormitra@gmail.com ಗೆ ಕಳುಹಿಸಬಹುದು ಅಥವಾ ಅಂಚೆ ಮೂಲಕ ಕಳುಹಿಸಬಹುದು. • ಕಥೆ 1500 ಪದಗಳ ಮಿತಿಯಲ್ಲಿರಬೇಕು. • ಕಥೆಗಳು ಈ ಹಿಂದೆ ಯಾವುದೇ ಪತ್ರಿಕೆ, ನಿಯತಕಾಲಿಕೆ, ಅಂತರ್ಜಾಲ ತಾಣಗಳಲ್ಲಿ ಪ್ರಕಟವಾಗಿರಬಾರದು. • ಕಥೆಯ ಜೊತೆ ಸ್ವಂತ ರಚನೆ ಎಂಬ ದೃಢೀಕರಣ ಪತ್ರ ಲಗತ್ತಿಸಬೇಕು. • ಸ್ಪರ್ಧೆಗೆ ಬಂದ ಕಥೆಗಳನ್ನು ಪತ್ರಿಕೆಯಲ್ಲಿ ಪ್ರಕಟಿಸುವ ಹಕ್ಕು 'ಮೈಸೂರು ಮಿತ್ರ' ಪತ್ರಿಕೆಗೆ ಇರುತ್ತದೆ. • ತೀರ್ಪುಗಾರರ ತೀರ್ಮಾನವೇ ಅಂತಿಮ. ವಿಜೇತರಿಗೆ ವಾರ್ಷಿಕೋತ್ಸವ ಸಮಾರಂಭದಲ್ಲಿ ಬಹುಮಾನ ವಿತರಿಸಲಾಗುವುದು. • ಲಕೋಟೆಯ ಮೇಲೆ 'ಮೈಸೂರು ಮಿತ್ರ 40ನೇ ವಾರ್ಷಿಕೋತ್ಸವ ಕಥಾ ಸ್ಪರ್ಧೆ' ಎಂದು ಬರೆಯಬೇಕು. [646,991,844,1047]
temple-body-left: ಕೆ.ಆರ್.ನಗರ, ಮಾ.21(ಕೆ.ಟಿ.ಆರ್)- ನಗರದ ಬಸವೇಶ್ವರ ಬಡಾವಣೆಯಲ್ಲಿರುವ ಶ್ರೀ ಸಿದ್ದಪ್ಪಾಜಿ ಮಡಿವಾಳ ಮಾಚಯ್ಯ ದೇವಸ್ಥಾನದ ವಾರ್ಷಿಕೋತ್ಸವ ಕಾರ್ಯಕ್ರಮ ವಿಜೃಂಭಣೆಯಿಂದ ನಡೆಯಿತು. ಬೆಳಿಗ್ಗೆ ದೇವರಿಗೆ ವಿಶೇಷ ಪೂಜೆ, ಅಭಿಷೇಕ, ಹೋಮ ಹವನಗಳು ನಡೆದವು. ಕಾರ್ಯಕ್ರಮದಲ್ಲಿ ನೂರಾರು ಭಕ್ತರು ಭಾಗವಹಿಸಿ ದೇವರ ದರ್ಶನ ಪಡೆದರು. ಸಮುದಾಯದ ಮುಖಂಡರು ಮಾತನಾಡಿ, ಮಡಿವಾಳ ಮಾಚಿದೇವರು ಬಸವಣ್ಣನವರ ಸಮಕಾಲೀನರಾಗಿ ವಚನ ಸಾಹಿತ್ಯ ಸಂರಕ್ಷಣೆಗೆ ಶ್ರಮಿಸಿದವರು. [104,983,216,1055]
theatre-phone: (2422871) [695,318,723,325]
theatre-row [644,275,846,284]
drc-screen-row: ಸ್ಕ್ರೀನ್ 1 ಐರ್ಲೆಂಡ್ (ಇಂ): ಬೆ. 11.55, ಯಜಮಾನ (ಕ): ಮ. 1.00, ಕೇಸರಿ (ಹಿಂ): ಸಂ. 4.30, ರಾ. 7.15, 9.55 [644,398,846,417]
sslc-exam-photo-image [428,578,634,696]
action-quote-sign: -ಜೀವನ್ ಕುಮಾರ್, ಆರೋಗ್ಯಾಧಿಕಾರಿ [563,441,630,447]
temple-photo [222,982,528,1106]
action-quote-box [424,364,634,458]
prize-amount: ರೂ. 4,000 [803,947,834,955]
drc-title: ಡಿಆರ್‌ಸಿ ಸಿನಿಮಾಸ್ [692,374,755,385]
